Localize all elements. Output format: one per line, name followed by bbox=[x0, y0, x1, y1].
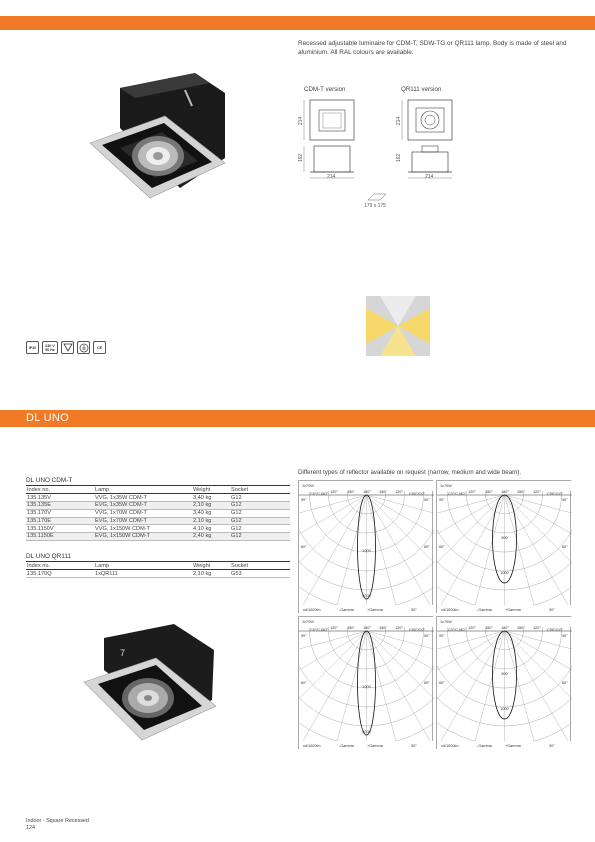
polar-diagram-svg bbox=[437, 617, 572, 750]
qr111-version-label: QR111 version bbox=[401, 86, 442, 93]
page-footer bbox=[26, 818, 89, 832]
ring-value: 2000 bbox=[362, 730, 371, 734]
cell-lamp: VVG, 1x70W CDM-T bbox=[94, 509, 192, 517]
cdmt-table-title: DL UNO CDM-T bbox=[26, 477, 73, 484]
cell-index: 135.135V bbox=[26, 494, 94, 502]
lamp-label: 1x70W bbox=[302, 484, 314, 488]
cell-lamp: VVG, 1x150W CDM-T bbox=[94, 525, 192, 533]
polar-grid bbox=[437, 617, 572, 750]
angle-label-right: 90° bbox=[424, 634, 430, 638]
angle-label: 150° bbox=[517, 626, 525, 630]
table-row bbox=[26, 533, 290, 541]
angle-label: 120° bbox=[533, 490, 541, 494]
angle-label: 120° bbox=[533, 626, 541, 630]
voltage-icon: 230 V 50 Hz bbox=[42, 341, 58, 354]
angle-label: 150° bbox=[485, 626, 493, 630]
cutout-dimension: 179 x 175 bbox=[364, 203, 386, 209]
angle-label-right: 90° bbox=[562, 498, 568, 502]
cell-lamp: EVG, 1x70W CDM-T bbox=[94, 517, 192, 525]
polar-chart-3 bbox=[298, 616, 433, 749]
angle-label: 120° bbox=[468, 626, 476, 630]
unit-label: cd/1000lm bbox=[303, 608, 321, 612]
angle-label-left: 60° bbox=[439, 681, 445, 685]
polar-diagram-svg bbox=[299, 481, 434, 614]
angle-label: 150° bbox=[485, 490, 493, 494]
c-plane-label-left: C0°/C180° bbox=[448, 628, 467, 632]
polar-chart-2 bbox=[436, 480, 571, 613]
angle-label-bottom: 30° bbox=[549, 608, 555, 612]
cell-weight: 4,10 kg bbox=[192, 525, 230, 533]
gamma-minus-label: -Gamma bbox=[339, 744, 354, 748]
angle-label-right: 90° bbox=[424, 498, 430, 502]
svg-text:7: 7 bbox=[120, 648, 126, 658]
cell-lamp: EVG, 1x150W CDM-T bbox=[94, 533, 192, 541]
technical-drawing-qr111 bbox=[394, 96, 464, 184]
ring-value: 1000 bbox=[362, 685, 371, 689]
unit-label: cd/1000lm bbox=[303, 744, 321, 748]
ring-value: 500 bbox=[501, 536, 508, 540]
cell-index: 135.1150E bbox=[26, 533, 94, 541]
angle-label: 120° bbox=[395, 490, 403, 494]
product-photo-qr111 bbox=[74, 620, 224, 770]
polar-diagram-svg bbox=[437, 481, 572, 614]
cell-weight: 2,10 kg bbox=[192, 501, 230, 509]
cell-socket: G12 bbox=[230, 517, 290, 525]
table-row bbox=[26, 525, 290, 533]
gamma-plus-label: +Gamma bbox=[505, 608, 521, 612]
polar-grid bbox=[437, 481, 572, 614]
angle-label: 180° bbox=[501, 490, 509, 494]
column-header: Weight bbox=[192, 562, 230, 570]
ring-value: 1000 bbox=[500, 571, 509, 575]
angle-label-right: 90° bbox=[562, 634, 568, 638]
angle-label: 180° bbox=[363, 490, 371, 494]
angle-label-right: 60° bbox=[562, 545, 568, 549]
cell-index: 135.170E bbox=[26, 517, 94, 525]
angle-label-left: 60° bbox=[301, 681, 307, 685]
angle-label: 150° bbox=[379, 626, 387, 630]
triangle-f-icon bbox=[61, 341, 74, 354]
cell-socket: G12 bbox=[230, 509, 290, 517]
angle-label: 150° bbox=[379, 490, 387, 494]
reflector-note: Different types of reflector available on request (narrow, medium and wide beam). bbox=[298, 469, 522, 476]
table-row bbox=[26, 494, 290, 502]
ring-value: 1000 bbox=[362, 549, 371, 553]
c-plane-label-left: C0°/C180° bbox=[310, 492, 329, 496]
column-header: Lamp bbox=[94, 562, 192, 570]
angle-label-left: 90° bbox=[439, 498, 445, 502]
section-title: DL UNO bbox=[26, 412, 69, 424]
cell-socket: G53 bbox=[230, 570, 290, 578]
cell-weight: 3,40 kg bbox=[192, 509, 230, 517]
certification-icons bbox=[26, 341, 106, 354]
c-plane-label-left: C0°/C180° bbox=[448, 492, 467, 496]
c-plane-label-right: C90°/C0° bbox=[409, 628, 425, 632]
dim-width-qr111: 214 bbox=[425, 174, 434, 180]
c-plane-label-left: C0°/C180° bbox=[310, 628, 329, 632]
cell-index: 135.135E bbox=[26, 501, 94, 509]
polar-chart-1 bbox=[298, 480, 433, 613]
angle-label-left: 90° bbox=[301, 498, 307, 502]
angle-label: 150° bbox=[347, 626, 355, 630]
cell-socket: G12 bbox=[230, 533, 290, 541]
dim-height-cdmt: 214 bbox=[298, 116, 305, 126]
dim-width-cdmt: 214 bbox=[327, 174, 336, 180]
column-header: Socket bbox=[230, 562, 290, 570]
table-row bbox=[26, 517, 290, 525]
gamma-minus-label: -Gamma bbox=[339, 608, 354, 612]
angle-label-right: 60° bbox=[424, 545, 430, 549]
column-header: Socket bbox=[230, 486, 290, 494]
cell-weight: 2,10 kg bbox=[192, 517, 230, 525]
ring-value: 2000 bbox=[362, 594, 371, 598]
dim-height-qr111: 214 bbox=[396, 116, 403, 126]
c-plane-label-right: C90°/C0° bbox=[409, 492, 425, 496]
cdmt-version-label: CDM-T version bbox=[304, 86, 346, 93]
unit-label: cd/1000lm bbox=[441, 744, 459, 748]
earth-symbol-icon bbox=[77, 341, 90, 354]
cell-socket: G12 bbox=[230, 494, 290, 502]
polar-chart-4 bbox=[436, 616, 571, 749]
gamma-plus-label: +Gamma bbox=[505, 744, 521, 748]
dim-depth-cdmt: 162 bbox=[298, 153, 305, 163]
angle-label-left: 60° bbox=[439, 545, 445, 549]
ring-value: 1000 bbox=[500, 707, 509, 711]
angle-label: 180° bbox=[363, 626, 371, 630]
angle-label-bottom: 30° bbox=[411, 744, 417, 748]
dim-depth-qr111: 162 bbox=[396, 153, 403, 163]
angle-label: 120° bbox=[330, 626, 338, 630]
lamp-label: 1x70W bbox=[440, 484, 452, 488]
angle-label: 120° bbox=[468, 490, 476, 494]
angle-label-left: 90° bbox=[301, 634, 307, 638]
product-photo-main bbox=[80, 68, 230, 233]
section-band bbox=[0, 410, 595, 427]
table-row bbox=[26, 570, 290, 578]
cell-socket: G12 bbox=[230, 525, 290, 533]
cdmt-table bbox=[26, 485, 290, 541]
angle-label: 150° bbox=[347, 490, 355, 494]
lamp-label: 1x70W bbox=[302, 620, 314, 624]
cutout-icon bbox=[366, 192, 388, 202]
angle-label: 180° bbox=[501, 626, 509, 630]
angle-label-right: 60° bbox=[424, 681, 430, 685]
gamma-plus-label: +Gamma bbox=[367, 608, 383, 612]
cell-index: 135.170V bbox=[26, 509, 94, 517]
table-row bbox=[26, 509, 290, 517]
product-description: Recessed adjustable luminaire for CDM-T, SDW-TG or QR111 lamp. Body is made of steel and aluminium. All RAL colours are available. bbox=[298, 40, 567, 56]
angle-label-right: 60° bbox=[562, 681, 568, 685]
cell-lamp: 1xQR111 bbox=[94, 570, 192, 578]
angle-label-bottom: 30° bbox=[549, 744, 555, 748]
ce-mark-icon: CE bbox=[93, 341, 106, 354]
cell-weight: 2,10 kg bbox=[192, 570, 230, 578]
qr111-table-title: DL UNO QR111 bbox=[26, 553, 71, 560]
gamma-minus-label: -Gamma bbox=[477, 744, 492, 748]
ip20-icon: IP20 bbox=[26, 341, 39, 354]
c-plane-label-right: C90°/C0° bbox=[547, 628, 563, 632]
column-header: Index no. bbox=[26, 486, 94, 494]
column-header: Index no. bbox=[26, 562, 94, 570]
angle-label: 150° bbox=[517, 490, 525, 494]
light-distribution-graphic bbox=[366, 296, 430, 356]
technical-drawing-cdmt bbox=[296, 96, 366, 184]
angle-label: 120° bbox=[330, 490, 338, 494]
column-header: Weight bbox=[192, 486, 230, 494]
page-number: 124 bbox=[26, 825, 35, 831]
ring-value: 500 bbox=[501, 672, 508, 676]
angle-label: 120° bbox=[395, 626, 403, 630]
column-header: Lamp bbox=[94, 486, 192, 494]
c-plane-label-right: C90°/C0° bbox=[547, 492, 563, 496]
unit-label: cd/1000lm bbox=[441, 608, 459, 612]
footer-category: Indoor - Square Recessed bbox=[26, 818, 89, 824]
lamp-label: 1x70W bbox=[440, 620, 452, 624]
table-row bbox=[26, 501, 290, 509]
angle-label-bottom: 30° bbox=[411, 608, 417, 612]
cell-index: 135.1150V bbox=[26, 525, 94, 533]
top-accent-band bbox=[0, 16, 595, 30]
cell-lamp: VVG, 1x35W CDM-T bbox=[94, 494, 192, 502]
cell-socket: G12 bbox=[230, 501, 290, 509]
angle-label-left: 60° bbox=[301, 545, 307, 549]
angle-label-left: 90° bbox=[439, 634, 445, 638]
qr111-table bbox=[26, 561, 290, 578]
polar-diagram-svg bbox=[299, 617, 434, 750]
cell-weight: 2,40 kg bbox=[192, 533, 230, 541]
cell-index: 135.170Q bbox=[26, 570, 94, 578]
cell-lamp: EVG, 1x35W CDM-T bbox=[94, 501, 192, 509]
gamma-plus-label: +Gamma bbox=[367, 744, 383, 748]
cell-weight: 3,40 kg bbox=[192, 494, 230, 502]
gamma-minus-label: -Gamma bbox=[477, 608, 492, 612]
